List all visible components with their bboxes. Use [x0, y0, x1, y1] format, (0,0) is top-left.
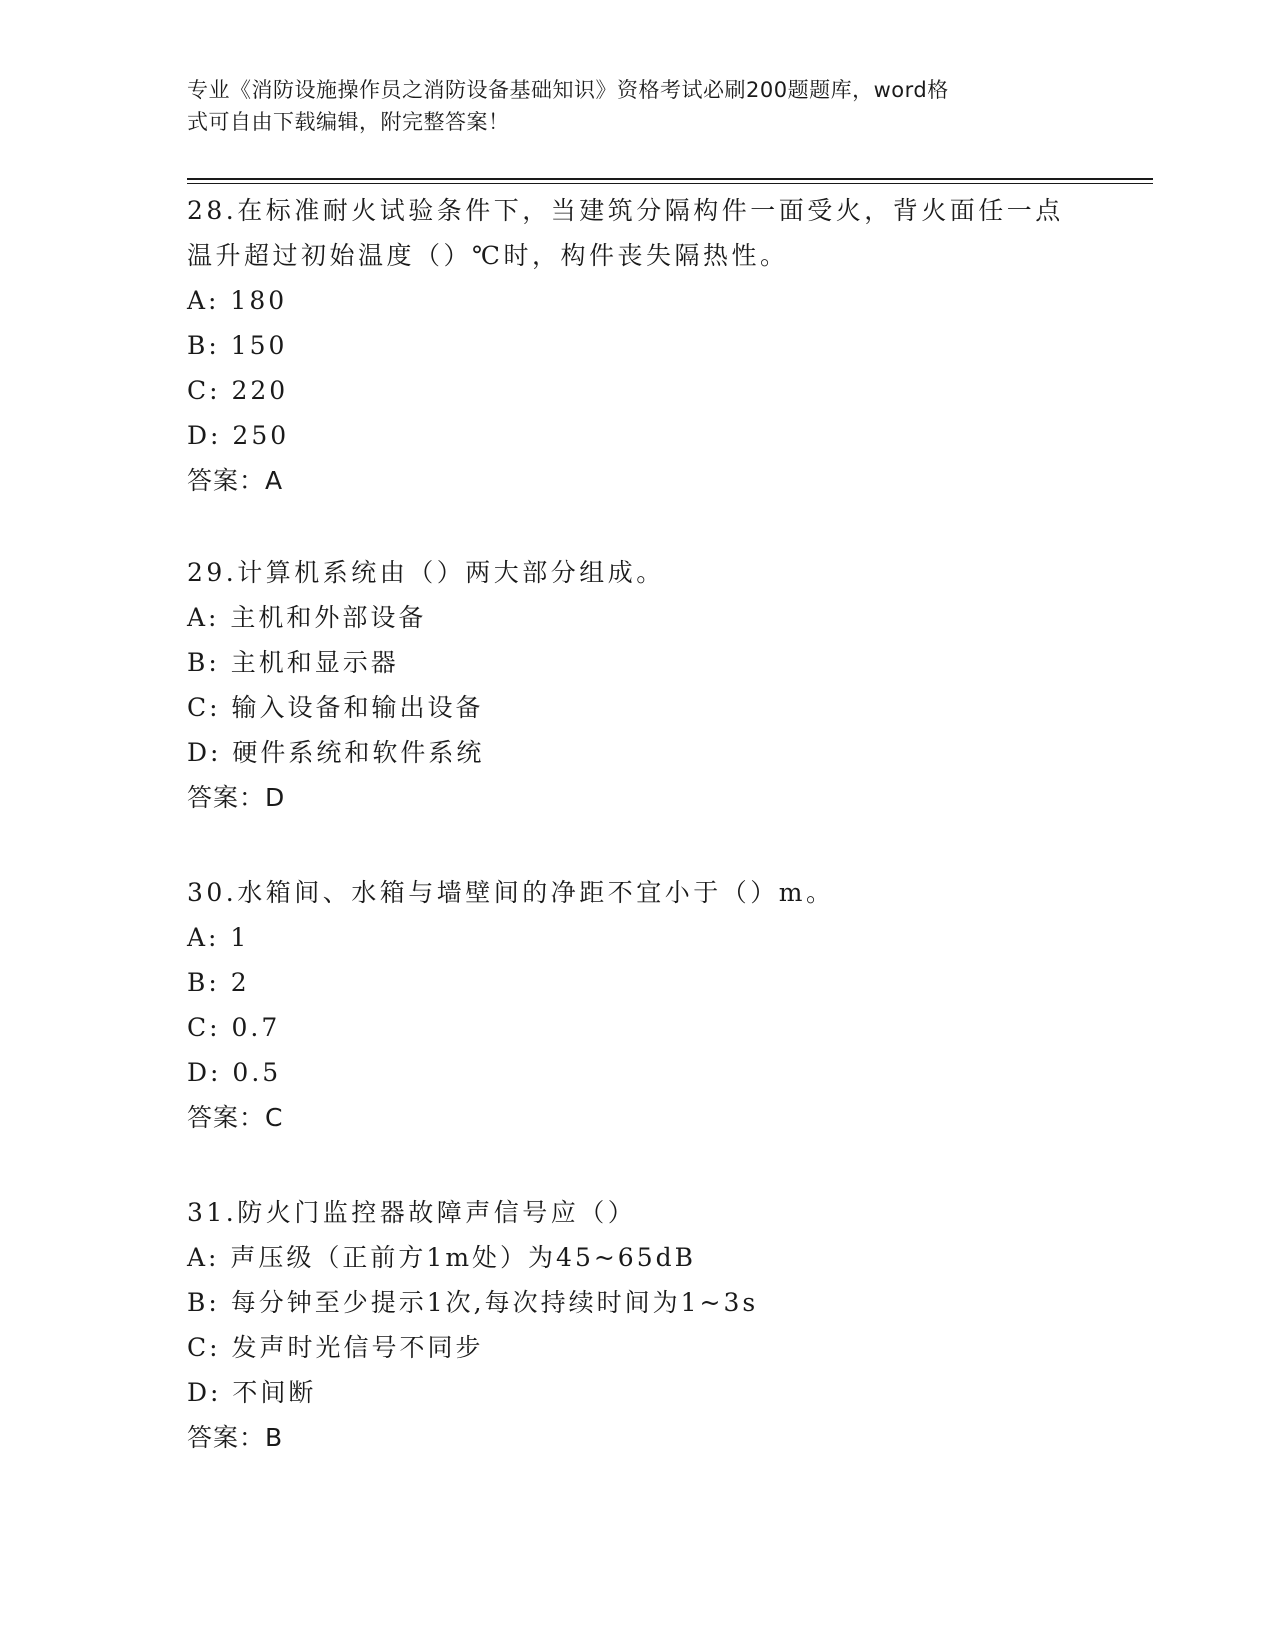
question-stem-line-1: 30.水箱间、水箱与墙壁间的净距不宜小于（）m。 [187, 878, 835, 907]
answer-line: 答案：D [187, 783, 286, 812]
option-d: D: 硬件系统和软件系统 [187, 738, 485, 767]
question-stem-line-1: 31.防火门监控器故障声信号应（） [187, 1198, 637, 1227]
option-c: C: 220 [187, 376, 289, 405]
option-b: B: 2 [187, 968, 250, 997]
option-c: C: 输入设备和输出设备 [187, 693, 484, 722]
header-divider-top [187, 178, 1153, 180]
option-d: D: 不间断 [187, 1378, 317, 1407]
option-b: B: 每分钟至少提示1次,每次持续时间为1~3s [187, 1288, 759, 1317]
answer-line: 答案：C [187, 1103, 284, 1132]
option-a: A: 主机和外部设备 [187, 603, 427, 632]
question-31 [187, 1190, 1087, 1460]
answer-line: 答案：B [187, 1423, 284, 1452]
header-line-1: 专业《消防设施操作员之消防设备基础知识》资格考试必刷200题题库，word格 [187, 78, 949, 102]
document-header [187, 74, 1087, 138]
question-30 [187, 870, 1087, 1140]
question-stem-line-2: 温升超过初始温度（）℃时，构件丧失隔热性。 [187, 241, 789, 270]
option-a: A: 180 [187, 286, 288, 315]
question-stem-line-1: 28.在标准耐火试验条件下，当建筑分隔构件一面受火，背火面任一点 [187, 196, 1064, 225]
option-c: C: 发声时光信号不同步 [187, 1333, 484, 1362]
option-d: D: 250 [187, 421, 290, 450]
question-29 [187, 550, 1087, 820]
header-divider-bottom [187, 183, 1153, 184]
option-a: A: 1 [187, 923, 250, 952]
option-a: A: 声压级（正前方1m处）为45~65dB [187, 1243, 696, 1272]
option-d: D: 0.5 [187, 1058, 282, 1087]
header-line-2: 式可自由下载编辑，附完整答案！ [187, 110, 510, 134]
answer-line: 答案：A [187, 466, 284, 495]
question-28 [187, 188, 1087, 503]
option-b: B: 主机和显示器 [187, 648, 399, 677]
question-stem-line-1: 29.计算机系统由（）两大部分组成。 [187, 558, 665, 587]
option-b: B: 150 [187, 331, 288, 360]
option-c: C: 0.7 [187, 1013, 281, 1042]
